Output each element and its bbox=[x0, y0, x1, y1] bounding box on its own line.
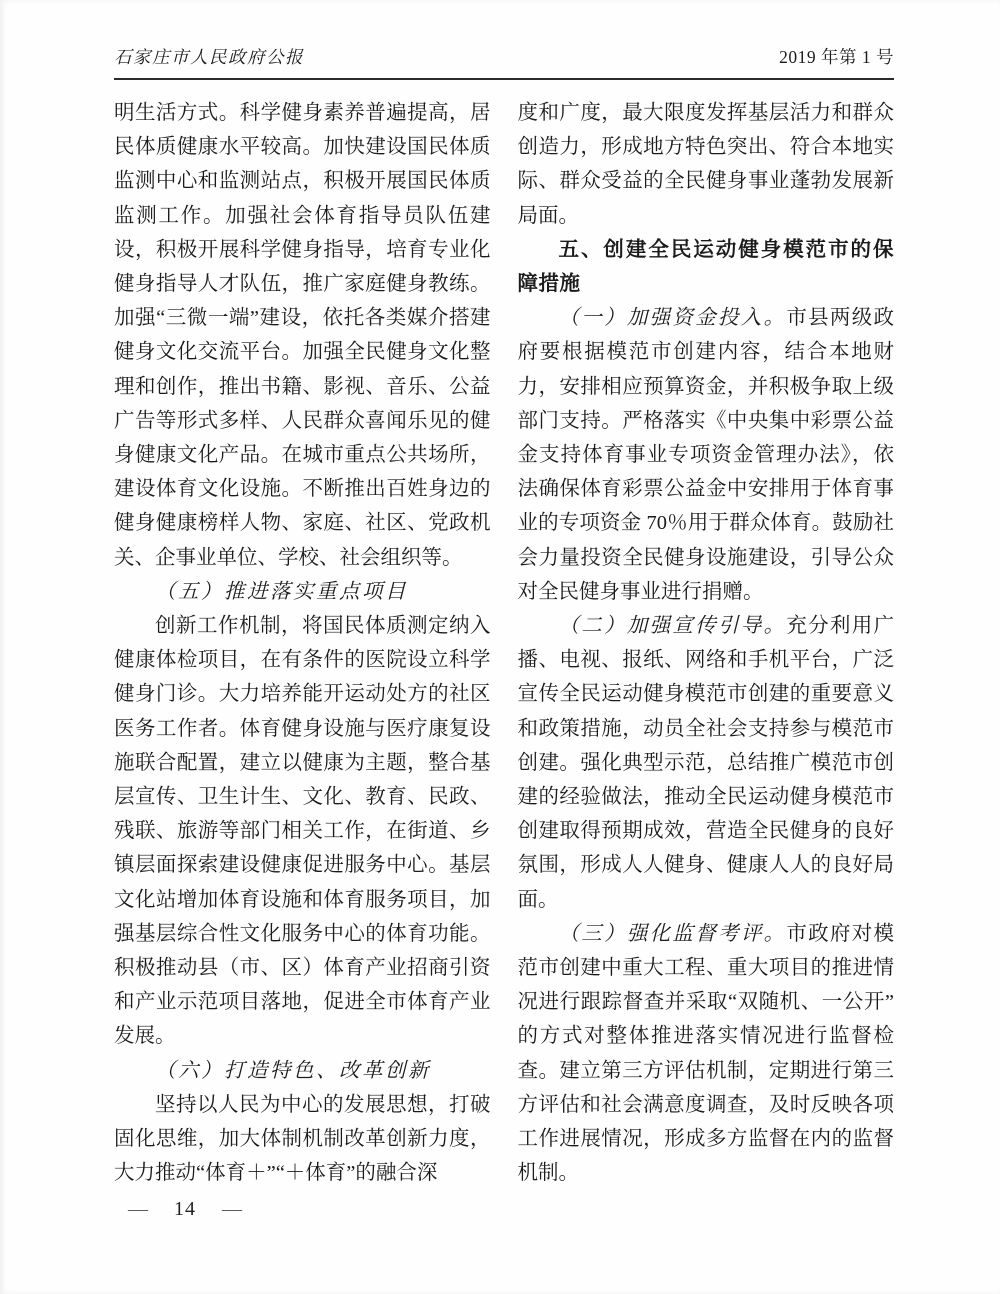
subheading-section-6: （六）打造特色、改革创新 bbox=[155, 1059, 431, 1082]
paragraph-item-1 bbox=[518, 301, 895, 609]
paragraph-item-2-text: 充分利用广播、电视、报纸、网络和手机平台，广泛宣传全民运动健身模范市创建的重要意义和政策措施，动员全社会支持参与模范市创建。强化典型示范，总结推广模范市创建的经验做法，推动全民运动健身模范市创建取得预期成效，营造全民健身的良好氛围，形成人人健身、健康人人的良好局面。 bbox=[517, 615, 894, 911]
footer-right-dash: — bbox=[222, 1198, 242, 1220]
paragraph-item-3-text: 市政府对模范市创建中重大工程、重大项目的推进情况进行跟踪督查并采取“双随机、一公开”的方式对整体推进落实情况进行监督检查。建立第三方评估机制，定期进行第三方评估和社会满意度调查，及时反映各项工作进展情况，形成多方监督在内的监督机制。 bbox=[517, 922, 894, 1185]
paragraph-section-6: 坚持以人民为中心的发展思想，打破固化思维，加大体制机制改革创新力度，大力推动“体育＋”“＋体育”的融合深 bbox=[114, 1093, 491, 1185]
publication-title: 石家庄市人民政府公报 bbox=[114, 47, 304, 67]
paragraph-item-1-lead: （一）加强资金投入。 bbox=[558, 307, 787, 330]
paragraph-item-2 bbox=[518, 609, 895, 917]
page-footer bbox=[128, 1198, 242, 1221]
paragraph-item-3-lead: （三）强化监督考评。 bbox=[558, 922, 787, 945]
paragraph-item-1-text: 市县两级政府要根据模范市创建内容，结合本地财力，安排相应预算资金，并积极争取上级部门支持。严格落实《中央集中彩票公益金支持体育事业专项资金管理办法》，依法确保体育彩票公益金中安排用于体育事业的专项资金 70％用于群众体育。鼓励社会力量投资全民健身设施建设，引导公众对全民健身事业进行捐赠。 bbox=[517, 307, 894, 603]
paragraph-item-3 bbox=[518, 917, 895, 1191]
continued-paragraph: 明生活方式。科学健身素养普遍提高，居民体质健康水平较高。加快建设国民体质监测中心和监测站点，积极开展国民体质监测工作。加强社会体育指导员队伍建设，积极开展科学健身指导，培育专业化健身指导人才队伍，推广家庭健身教练。加强“三微一端”建设，依托各类媒介搭建健身文化交流平台。加强全民健身文化整理和创作，推出书籍、影视、音乐、公益广告等形式多样、人民群众喜闻乐见的健身健康文化产品。在城市重点公共场所，建设体育文化设施。不断推出百姓身边的健身健康榜样人物、家庭、社区、党政机关、企事业单位、学校、社会组织等。 bbox=[114, 102, 491, 569]
two-column-body bbox=[114, 96, 894, 1194]
left-column bbox=[114, 96, 491, 1194]
paragraph-item-2-lead: （二）加强宣传引导。 bbox=[558, 615, 787, 638]
right-column bbox=[518, 96, 895, 1194]
page-number: 14 bbox=[174, 1198, 196, 1220]
paragraph-section-5: 创新工作机制，将国民体质测定纳入健康体检项目，在有条件的医院设立科学健身门诊。大力培养能开运动处方的社区医务工作者。体育健身设施与医疗康复设施联合配置，建立以健康为主题，整合基层宣传、卫生计生、文化、教育、民政、残联、旅游等部门相关工作，在街道、乡镇层面探索建设健康促进服务中心。基层文化站增加体育设施和体育服务项目，加强基层综合性文化服务中心的体育功能。积极推动县（市、区）体育产业招商引资和产业示范项目落地，促进全市体育产业发展。 bbox=[114, 615, 491, 1048]
page-header bbox=[114, 44, 894, 80]
continued-paragraph: 度和广度，最大限度发挥基层活力和群众创造力，形成地方特色突出、符合本地实际、群众受益的全民健身事业蓬勃发展新局面。 bbox=[517, 102, 894, 227]
subheading-section-5: （五）推进落实重点项目 bbox=[155, 580, 408, 603]
chapter-heading: 五、创建全民运动健身模范市的保障措施 bbox=[517, 237, 894, 296]
issue-number: 2019 年第 1 号 bbox=[779, 47, 894, 67]
footer-left-dash: — bbox=[128, 1198, 148, 1220]
